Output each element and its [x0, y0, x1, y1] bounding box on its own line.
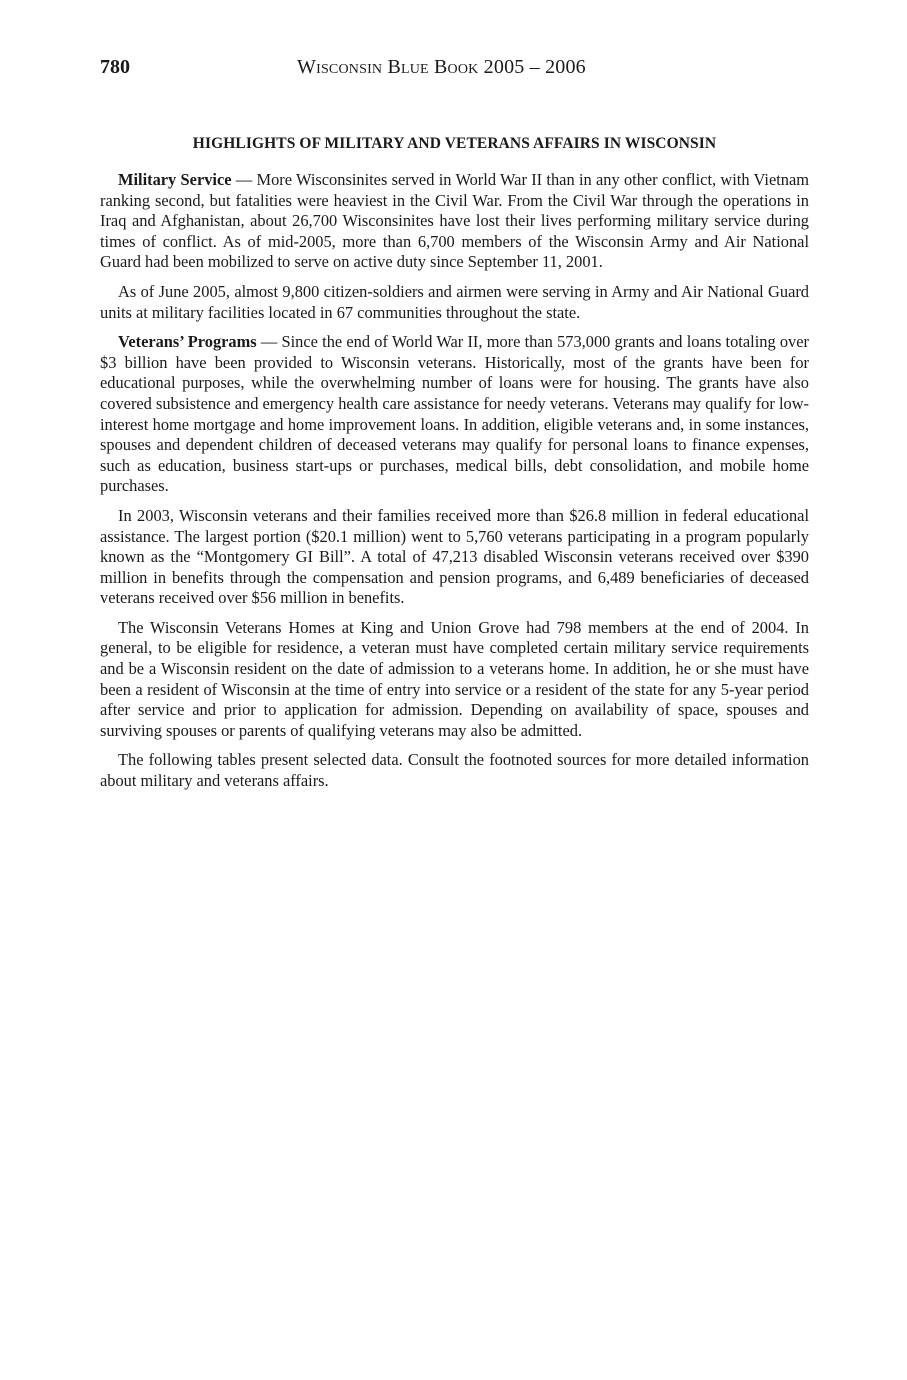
paragraph-guard-units [100, 282, 809, 323]
paragraph-federal-assistance [100, 506, 809, 609]
lead-veterans-programs: Veterans’ Programs [118, 332, 257, 352]
paragraph-text: As of June 2005, almost 9,800 citizen-soldiers and airmen were serving in Army and Air National Guard units at military facilities located in 67 communities throughout the state. [100, 281, 809, 322]
running-header [100, 52, 810, 82]
paragraph-military-service [100, 170, 809, 273]
article-body [100, 133, 809, 801]
section-heading: HIGHLIGHTS OF MILITARY AND VETERANS AFFAIRS IN WISCONSIN [192, 135, 717, 152]
page-number: 780 [100, 56, 130, 78]
running-title: Wisconsin Blue Book 2005 – 2006 [297, 56, 586, 78]
paragraph-text: — More Wisconsinites served in World War II than in any other conflict, with Vietnam ranking second, but fatalities were heaviest in the Civil War. From the Civil War through the operations in Iraq and Afghanistan, about 26,700 Wisconsinites have lost their lives performing military service during times of conflict. As of mid-2005, more than 6,700 members of the Wisconsin Army and Air National Guard had been mobilized to serve on active duty since September 11, 2001. [100, 170, 809, 272]
paragraph-text: The following tables present selected data. Consult the footnoted sources for more detailed information about military and veterans affairs. [100, 750, 809, 791]
paragraph-text: The Wisconsin Veterans Homes at King and Union Grove had 798 members at the end of 2004. In general, to be eligible for residence, a veteran must have completed certain military service requirements and be a Wisconsin resident on the date of admission to a veterans home. In addition, he or she must have been a resident of Wisconsin at the time of entry into service or a resident of the state for any 5-year period after service and prior to application for admission. Depending on availability of space, spouses and surviving spouses or parents of qualifying veterans may also be admitted. [100, 617, 809, 740]
paragraph-text: — Since the end of World War II, more than 573,000 grants and loans totaling over $3 billion have been provided to Wisconsin veterans. Historically, most of the grants have been for educational purposes, while the overwhelming number of loans were for housing. The grants have also covered subsistence and emergency health care assistance for needy veterans. Veterans may qualify for low-interest home mortgage and home improvement loans. In addition, eligible veterans and, in some instances, spouses and dependent children of deceased veterans may qualify for personal loans to finance expenses, such as education, business start-ups or purchases, medical bills, debt consolidation, and mobile home purchases. [100, 332, 809, 496]
paragraph-veterans-homes [100, 618, 809, 742]
paragraph-text: In 2003, Wisconsin veterans and their families received more than $26.8 million in federal educational assistance. The largest portion ($20.1 million) went to 5,760 veterans participating in a program popularly known as the “Montgomery GI Bill”. A total of 47,213 disabled Wisconsin veterans received over $390 million in benefits through the compensation and pension programs, and 6,489 beneficiaries of deceased veterans received over $56 million in benefits. [100, 505, 809, 608]
lead-military-service: Military Service [118, 170, 232, 189]
paragraph-tables-note [100, 750, 809, 791]
paragraph-veterans-programs [100, 332, 809, 497]
